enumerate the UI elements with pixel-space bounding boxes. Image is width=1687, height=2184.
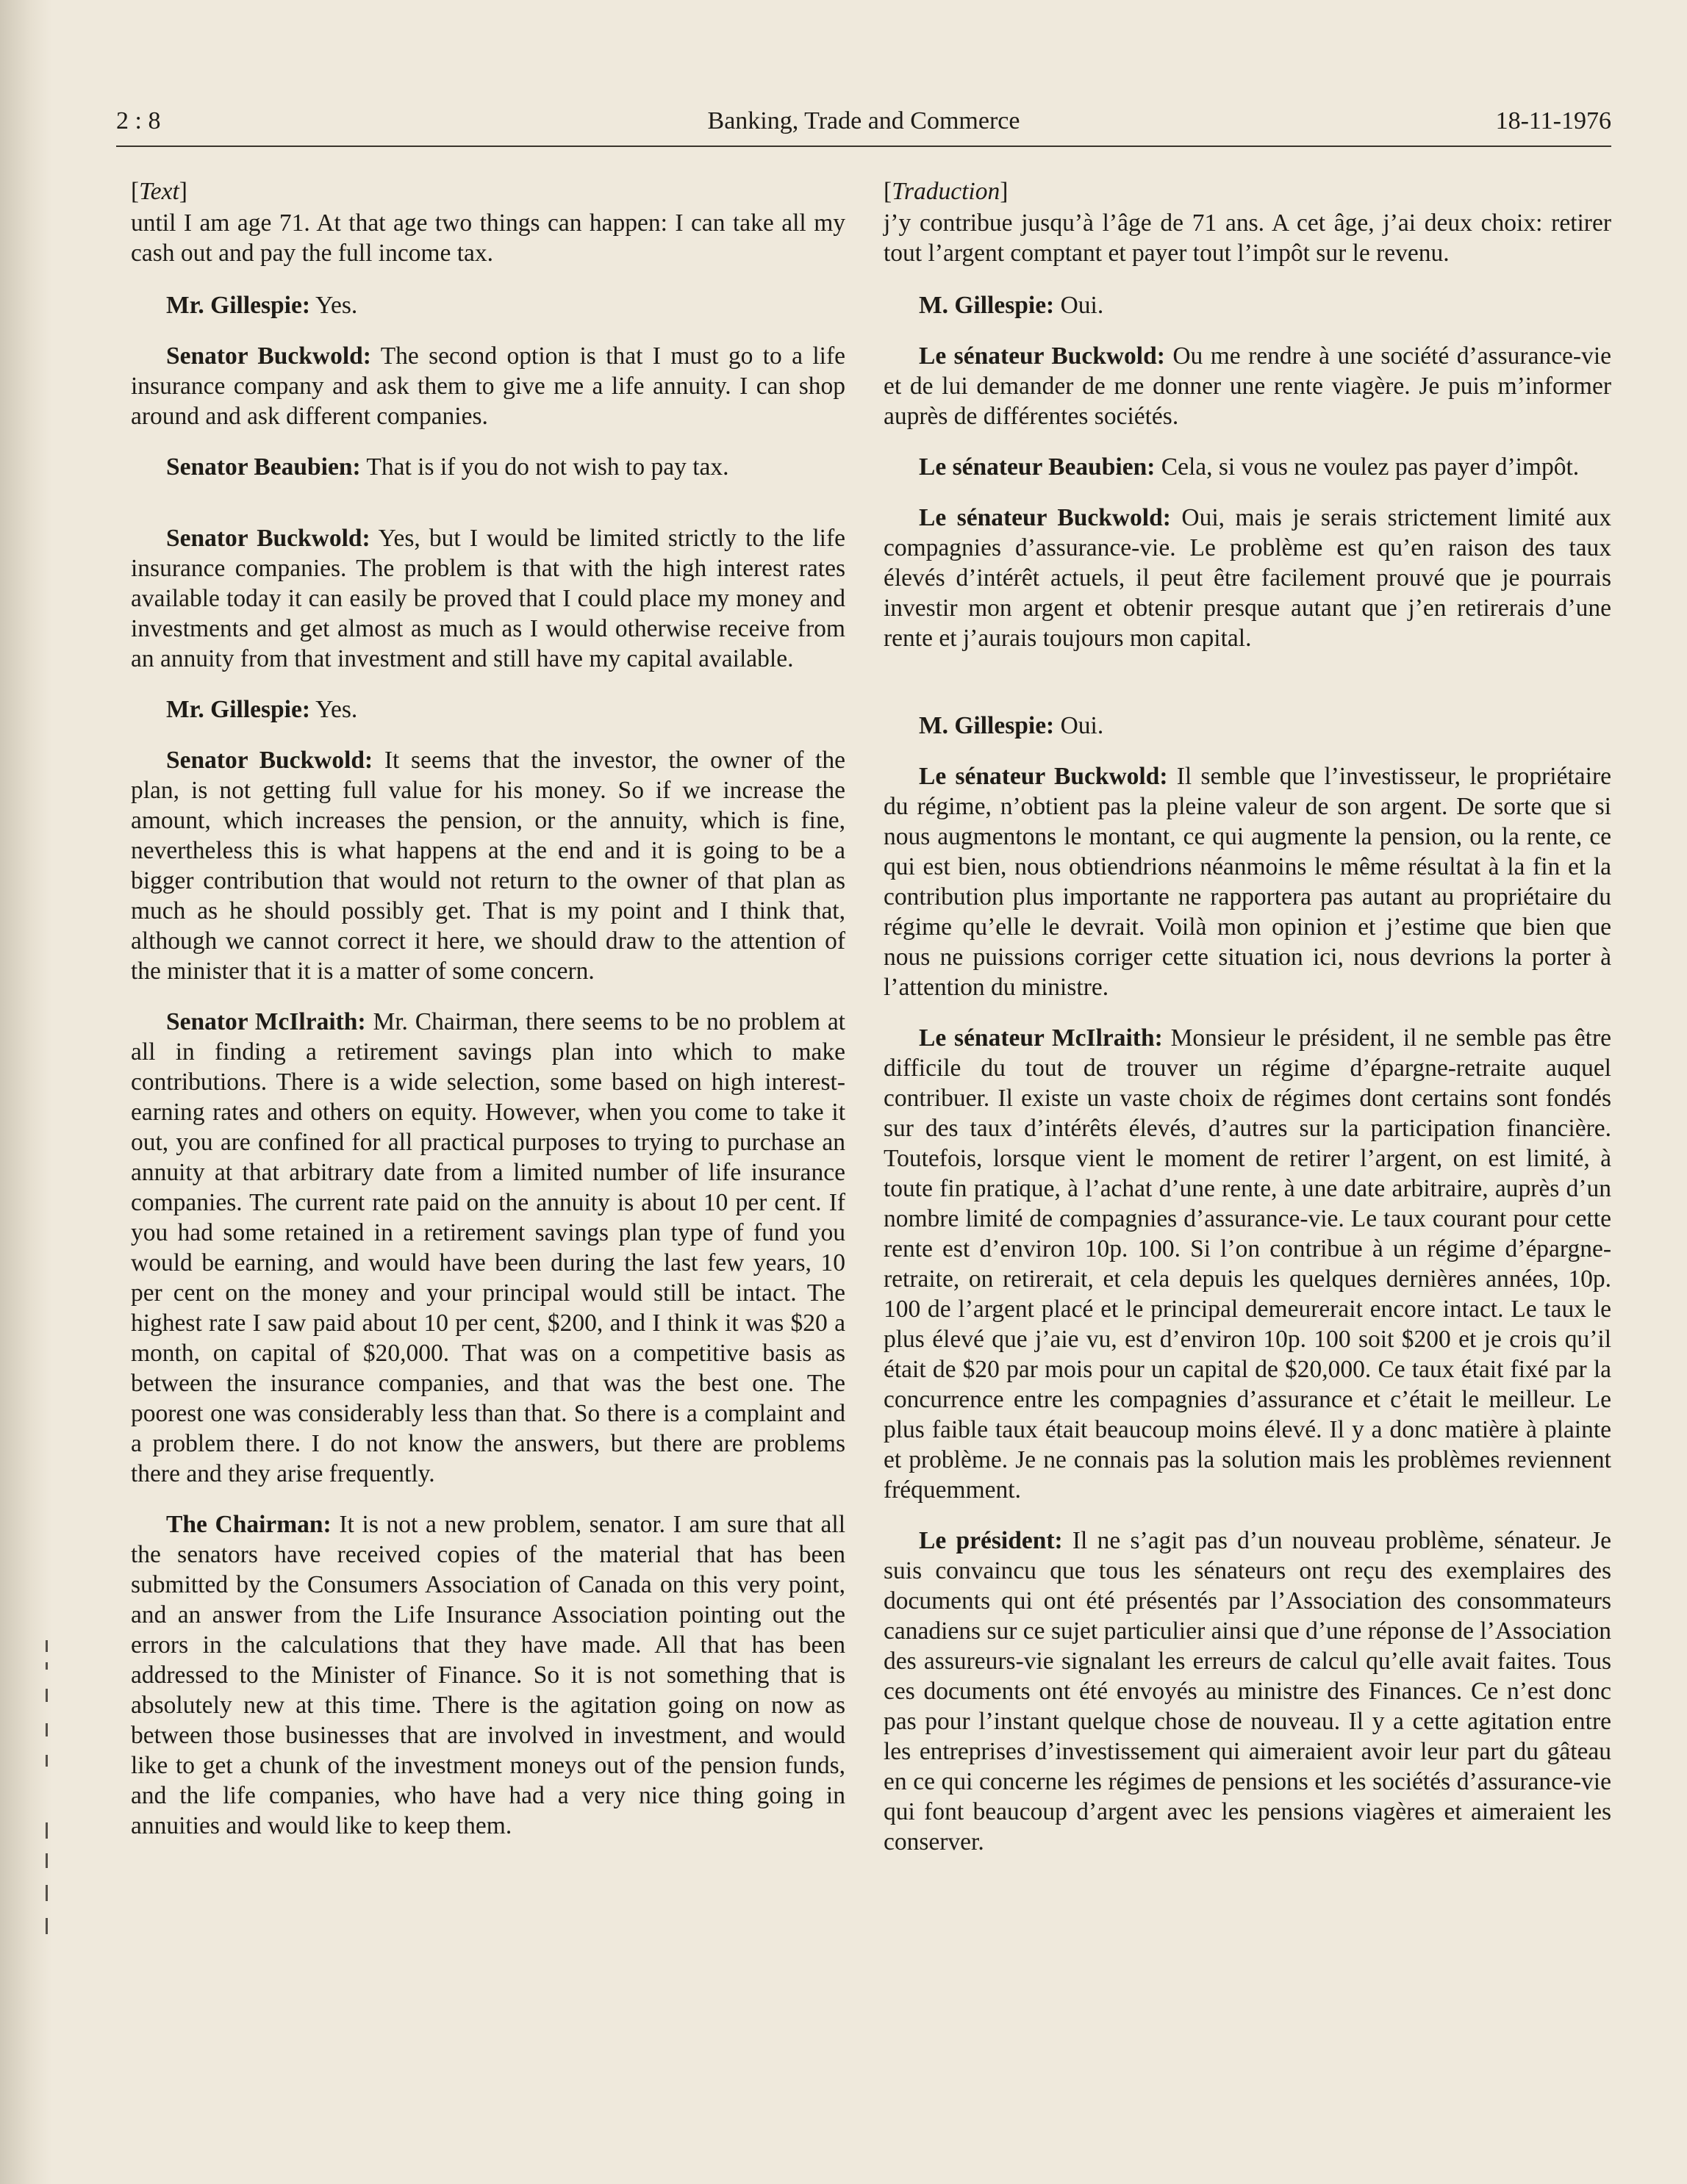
margin-mark [46, 1918, 48, 1934]
margin-mark [46, 1640, 48, 1652]
label-text: Traduction [892, 178, 1000, 205]
language-label [884, 176, 1611, 206]
speaker-name: Le sénateur McIlraith: [919, 1024, 1163, 1052]
margin-mark [46, 1689, 48, 1702]
speech-paragraph [884, 341, 1611, 431]
speech-paragraph [884, 503, 1611, 653]
speaker-name: Le sénateur Buckwold: [919, 504, 1171, 531]
margin-mark [46, 1662, 48, 1670]
speech-text: The second option is that I must go to a life insurance company and ask them to give me a life annuity. I can shop around and ask different companies. [131, 342, 845, 430]
speaker-name: Senator Buckwold: [166, 525, 370, 552]
speech-text: It seems that the investor, the owner of the plan, is not getting full value for his money. So if we increase the amount, which increases the pension, or the annuity, which is fine, nevertheless this is what happens at the end and it is going to be a bigger contribution that would not return to the owner of that plan as much as he should possibly get. That is my point and I think that, although we cannot correct it here, we should draw to the attention of the minister that it is a matter of some concern. [131, 747, 845, 985]
speech-paragraph [131, 452, 845, 482]
speech-text: Yes, but I would be limited strictly to the life insurance companies. The problem is that with the high interest rates available today it can easily be proved that I could place my money and investments and get almost as much as I would otherwise receive from an annuity from that investment and still have my capital available. [131, 525, 845, 672]
header-date: 18-11-1976 [1495, 107, 1611, 134]
speech-text: It is not a new problem, senator. I am sure that all the senators have received copies of the material that has been submitted by the Consumers Association of Canada on this very point, and an answer from the Life Insurance Association pointing out the errors in the calculations that they have made. All that has been addressed to the Minister of Finance. So it is not something that is absolutely new at this time. There is the agitation going on now as between those businesses that are involved in investment, and would like to get a chunk of the investment moneys out of the pension funds, and the life companies, who have had a very nice thing going in annuities and would like to keep them. [131, 1511, 845, 1839]
speech-text: Monsieur le président, il ne semble pas être difficile du tout de trouver un régime d’épargne-retraite auquel contribuer. Il existe un vaste choix de régimes dont certains sont fondés sur des taux d’intérêts élevés, d’autres sur la participation financière. Toutefois, lorsque vient le moment de retirer l’argent, on est limité, à toute fin pratique, à l’achat d’une rente, à une date arbitraire, auprès d’un nombre limité de compagnies d’assurance-vie. Le taux courant pour cette rente est d’environ 10p. 100. Si l’on contribue à un régime d’épargne-retraite, on retirerait, et cela depuis les quelques dernières années, 10p. 100 de l’argent placé et le principal demeurerait encore intact. Le taux le plus élevé que j’aie vu, est d’environ 10p. 100 soit $200 et je crois qu’il était de $20 par mois pour un capital de $20,000. Ce taux était fixé par la concurrence entre les compagnies d’assurance et c’était le meilleur. Le plus faible taux était beaucoup moins élevé. Il y a donc matière à plainte et problème. Je ne connais pas la solution mais les problèmes reviennent fréquemment. [884, 1024, 1611, 1504]
speaker-name: Mr. Gillespie: [166, 292, 311, 319]
speech-text: Oui, mais je serais strictement limité aux compagnies d’assurance-vie. Le problème est qu’en raison des taux élevés d’intérêt actuels, il peut être facilement prouvé que je pourrais investir mon argent et obtenir presque autant que j’en retirerais d’une rente et j’aurais toujours mon capital. [884, 504, 1611, 652]
speech-text: Yes. [310, 696, 358, 723]
french-column [884, 176, 1611, 1878]
bracket-close: ] [1000, 178, 1009, 205]
language-label [131, 176, 845, 206]
margin-mark [46, 1853, 48, 1868]
continued-text: until I am age 71. At that age two things can happen: I can take all my cash out and pay the full income tax. [131, 209, 845, 267]
header-rule [116, 146, 1611, 147]
speech-paragraph [131, 290, 845, 320]
speaker-name: Mr. Gillespie: [166, 696, 311, 723]
speaker-name: Le sénateur Buckwold: [919, 763, 1168, 790]
page-header [116, 107, 1611, 146]
speech-paragraph [884, 290, 1611, 320]
speech-paragraph [131, 1509, 845, 1841]
running-title: Banking, Trade and Commerce [707, 107, 1020, 134]
speech-paragraph [884, 1023, 1611, 1505]
speech-text: Yes. [310, 292, 358, 319]
speaker-name: Le président: [919, 1527, 1063, 1554]
speech-text: Il semble que l’investisseur, le propriétaire du régime, n’obtient pas la pleine valeur de son argent. De sorte que si nous augmentons le montant, ce qui augmente la pension, ou la rente, ce qui est bien, nous obtiendrions néanmoins le même résultat à la fin et la contribution plus importante ne rapportera pas autant au propriétaire du régime qu’elle le devrait. Voilà mon opinion et j’estime que bien que nous ne puissions corriger cette situation ici, nous devrions la porter à l’attention du ministre. [884, 763, 1611, 1001]
speaker-name: Le sénateur Buckwold: [919, 342, 1165, 370]
speaker-name: Senator McIlraith: [166, 1008, 366, 1035]
speaker-name: The Chairman: [166, 1511, 332, 1538]
speaker-name: M. Gillespie: [919, 292, 1055, 319]
label-text: Text [139, 178, 179, 205]
speaker-name: Senator Buckwold: [166, 747, 373, 774]
speech-text: Oui. [1054, 712, 1104, 739]
speech-paragraph [131, 694, 845, 725]
speech-text: Ou me rendre à une société d’assurance-vie et de lui demander de me donner une rente viagère. Je puis m’informer auprès de différentes sociétés. [884, 342, 1612, 430]
bracket-close: ] [179, 178, 187, 205]
speech-paragraph [131, 1007, 845, 1489]
speech-text: Il ne s’agit pas d’un nouveau problème, sénateur. Je suis convaincu que tous les sénateurs ont reçu des exemplaires des documents qui ont été présentés par l’Association des consommateurs canadiens sur ce sujet particulier ainsi que d’une réponse de l’Association des assureurs-vie signalant les erreurs de calcul qu’elle avait faites. Tous ces documents ont été envoyés au ministre des Finances. Ce n’est donc pas pour l’instant quelque chose de nouveau. Il y a cette agitation entre les entreprises d’investissement qui aimeraient avoir leur part du gâteau en ce qui concerne les régimes de pensions et les sociétés d’assurance-vie qui font beaucoup d’argent avec les pensions viagères et aimeraient les conserver. [884, 1527, 1611, 1856]
speech-paragraph [131, 745, 845, 986]
speech-paragraph [884, 452, 1611, 482]
speech-paragraph [884, 711, 1611, 741]
margin-mark [46, 1755, 48, 1767]
continued-text: j’y contribue jusqu’à l’âge de 71 ans. A cet âge, j’ai deux choix: retirer tout l’argent comptant et payer tout l’impôt sur le revenu. [884, 209, 1611, 267]
speech-text: Oui. [1054, 292, 1104, 319]
margin-mark [46, 1822, 48, 1839]
speaker-name: Senator Buckwold: [166, 342, 371, 370]
speaker-name: Senator Beaubien: [166, 453, 361, 481]
speaker-name: M. Gillespie: [919, 712, 1055, 739]
speaker-name: Le sénateur Beaubien: [919, 453, 1156, 481]
speech-text: Mr. Chairman, there seems to be no problem at all in finding a retirement savings plan into which to make contributions. There is a wide selection, some based on high interest-earning rates and others on equity. However, when you come to take it out, you are confined for all practical purposes to trying to purchase an annuity at that arbitrary date from a limited number of life insurance companies. The current rate paid on the annuity is about 10 per cent. If you had some retained in a retirement savings plan type of fund you would be earning, and would have been during the last few years, 10 per cent on the money and your principal would still be intact. The highest rate I saw paid about 10 per cent, $200, and I think it was $20 a month, on capital of $20,000. That was on a competitive basis as between the insurance companies, and that was the best one. The poorest one was considerably less than that. So there is a complaint and a problem there. I do not know the answers, but there are problems there and they arise frequently. [131, 1008, 845, 1487]
speech-paragraph [131, 341, 845, 431]
english-column [131, 176, 845, 1861]
binding-shadow [0, 0, 51, 2184]
margin-mark [46, 1885, 48, 1901]
speech-paragraph [131, 523, 845, 674]
margin-mark [46, 1723, 48, 1736]
speech-text: That is if you do not wish to pay tax. [360, 453, 729, 481]
speech-paragraph [884, 1526, 1611, 1857]
bracket-open: [ [884, 178, 892, 205]
speech-text: Cela, si vous ne voulez pas payer d’impôt. [1155, 453, 1580, 481]
page-number: 2 : 8 [116, 107, 161, 134]
speech-paragraph [884, 761, 1611, 1002]
bracket-open: [ [131, 178, 140, 205]
